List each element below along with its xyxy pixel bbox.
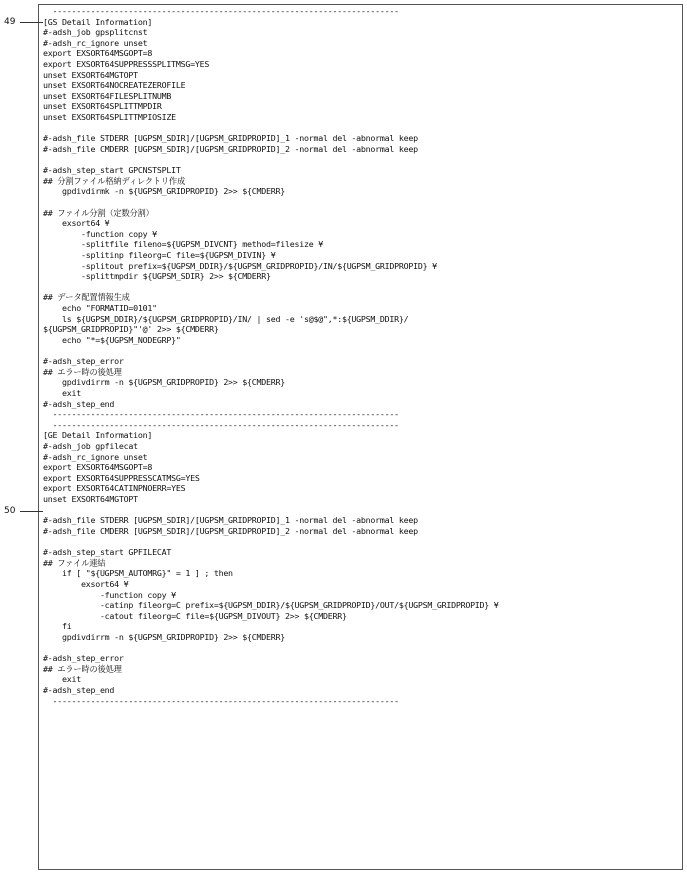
code-line: #-adsh_step_error xyxy=(43,653,124,664)
code-line: #-adsh_file STDERR [UGPSM_SDIR]/[UGPSM_GRIDPROPID]_1 -normal del -abnormal keep xyxy=(43,133,418,144)
code-line: #-adsh_step_error xyxy=(43,356,124,367)
code-line xyxy=(43,643,679,654)
code-line: [GS Detail Information] xyxy=(43,16,153,27)
code-line: ------------------------------------------------------------------------- xyxy=(43,695,399,706)
code-line: export EXSORT64MSGOPT=8 xyxy=(43,462,153,473)
code-line: gpdivdirrm -n ${UGPSM_GRIDPROPID} 2>> ${CMDERR} xyxy=(43,377,286,388)
code-line: #-adsh_rc_ignore unset xyxy=(43,451,148,462)
code-listing xyxy=(43,6,679,706)
code-line: -splitfile fileno=${UGPSM_DIVCNT} method=filesize ¥ xyxy=(43,239,323,250)
code-line: ls ${UGPSM_DDIR}/${UGPSM_GRIDPROPID}/IN/ | sed -e 's@$@",*:${UGPSM_DDIR}/ xyxy=(43,313,409,324)
code-line xyxy=(43,505,679,516)
code-line: exit xyxy=(43,387,81,398)
code-line: export EXSORT64CATINPNOERR=YES xyxy=(43,483,186,494)
code-line: unset EXSORT64SPLITTMPIOSIZE xyxy=(43,112,176,123)
code-line: -splitinp fileorg=C file=${UGPSM_DIVIN} ¥ xyxy=(43,250,276,261)
code-line: unset EXSORT64SPLITTMPDIR xyxy=(43,101,162,112)
reference-leader-line xyxy=(20,22,43,23)
code-line: #-adsh_step_start GPCNSTSPLIT xyxy=(43,165,181,176)
reference-number: 49 xyxy=(4,17,16,28)
code-line: if [ "${UGPSM_AUTOMRG}" = 1 ] ; then xyxy=(43,568,233,579)
code-line: unset EXSORT64FILESPLITNUMB xyxy=(43,90,172,101)
reference-leader-line xyxy=(20,511,43,512)
code-line: -function copy ¥ xyxy=(43,228,157,239)
code-line: #-adsh_step_end xyxy=(43,398,115,409)
code-line: #-adsh_rc_ignore unset xyxy=(43,37,148,48)
code-line: gpdivdirmk -n ${UGPSM_GRIDPROPID} 2>> ${CMDERR} xyxy=(43,186,286,197)
code-line: exsort64 ¥ xyxy=(43,218,110,229)
code-line: echo "FORMATID=0101" xyxy=(43,303,157,314)
code-line xyxy=(43,346,679,357)
code-line: gpdivdirrm -n ${UGPSM_GRIDPROPID} 2>> ${CMDERR} xyxy=(43,631,286,642)
code-line: -function copy ¥ xyxy=(43,589,176,600)
code-line: ## ファイル連結 xyxy=(43,557,106,568)
code-line: ## ファイル分割（定数分割） xyxy=(43,207,154,218)
code-line: ## 分割ファイル格納ディレクトリ作成 xyxy=(43,175,185,186)
code-line: #-adsh_file CMDERR [UGPSM_SDIR]/[UGPSM_GRIDPROPID]_2 -normal del -abnormal keep xyxy=(43,143,418,154)
code-line xyxy=(43,282,679,293)
code-line: ------------------------------------------------------------------------- xyxy=(43,409,399,420)
code-line: #-adsh_file CMDERR [UGPSM_SDIR]/[UGPSM_GRIDPROPID]_2 -normal del -abnormal keep xyxy=(43,525,418,536)
code-line: [GE Detail Information] xyxy=(43,430,153,441)
code-line: exit xyxy=(43,674,81,685)
code-line xyxy=(43,197,679,208)
code-line: export EXSORT64SUPPRESSSPLITMSG=YES xyxy=(43,59,210,70)
code-line: ## データ配置情報生成 xyxy=(43,292,130,303)
code-line: -catout fileorg=C file=${UGPSM_DIVOUT} 2>> ${CMDERR} xyxy=(43,610,347,621)
code-line: -splittmpdir ${UGPSM_SDIR} 2>> ${CMDERR} xyxy=(43,271,271,282)
code-line: ------------------------------------------------------------------------- xyxy=(43,419,399,430)
code-line: exsort64 ¥ xyxy=(43,578,129,589)
code-line: #-adsh_step_end xyxy=(43,685,115,695)
code-line: ## エラー時の後処理 xyxy=(43,366,122,377)
code-line: ${UGPSM_GRIDPROPID}"'@' 2>> ${CMDERR} xyxy=(43,324,219,335)
reference-number: 50 xyxy=(4,505,16,516)
code-line: echo "*=${UGPSM_NODEGRP}" xyxy=(43,334,181,345)
code-line xyxy=(43,536,679,547)
code-line: export EXSORT64SUPPRESSCATMSG=YES xyxy=(43,472,200,483)
code-line: #-adsh_step_start GPFILECAT xyxy=(43,547,172,558)
code-line xyxy=(43,155,679,166)
code-line: -splitout prefix=${UGPSM_DDIR}/${UGPSM_GRIDPROPID}/IN/${UGPSM_GRIDPROPID} ¥ xyxy=(43,260,437,271)
code-line: ## エラー時の後処理 xyxy=(43,663,122,674)
code-line: #-adsh_file STDERR [UGPSM_SDIR]/[UGPSM_GRIDPROPID]_1 -normal del -abnormal keep xyxy=(43,515,418,526)
code-line: #-adsh_job gpfilecat xyxy=(43,440,138,451)
code-line xyxy=(43,123,679,134)
code-line: export EXSORT64MSGOPT=8 xyxy=(43,48,153,59)
code-line: #-adsh_job gpsplitcnst xyxy=(43,27,148,38)
code-line: unset EXSORT64NOCREATEZEROFILE xyxy=(43,80,186,91)
code-line: ------------------------------------------------------------------------- xyxy=(43,6,399,16)
code-line: -catinp fileorg=C prefix=${UGPSM_DDIR}/${UGPSM_GRIDPROPID}/OUT/${UGPSM_GRIDPROPID} ¥ xyxy=(43,600,499,611)
code-line: fi xyxy=(43,621,72,632)
code-line: unset EXSORT64MGTOPT xyxy=(43,69,138,80)
code-line: unset EXSORT64MGTOPT xyxy=(43,494,138,505)
